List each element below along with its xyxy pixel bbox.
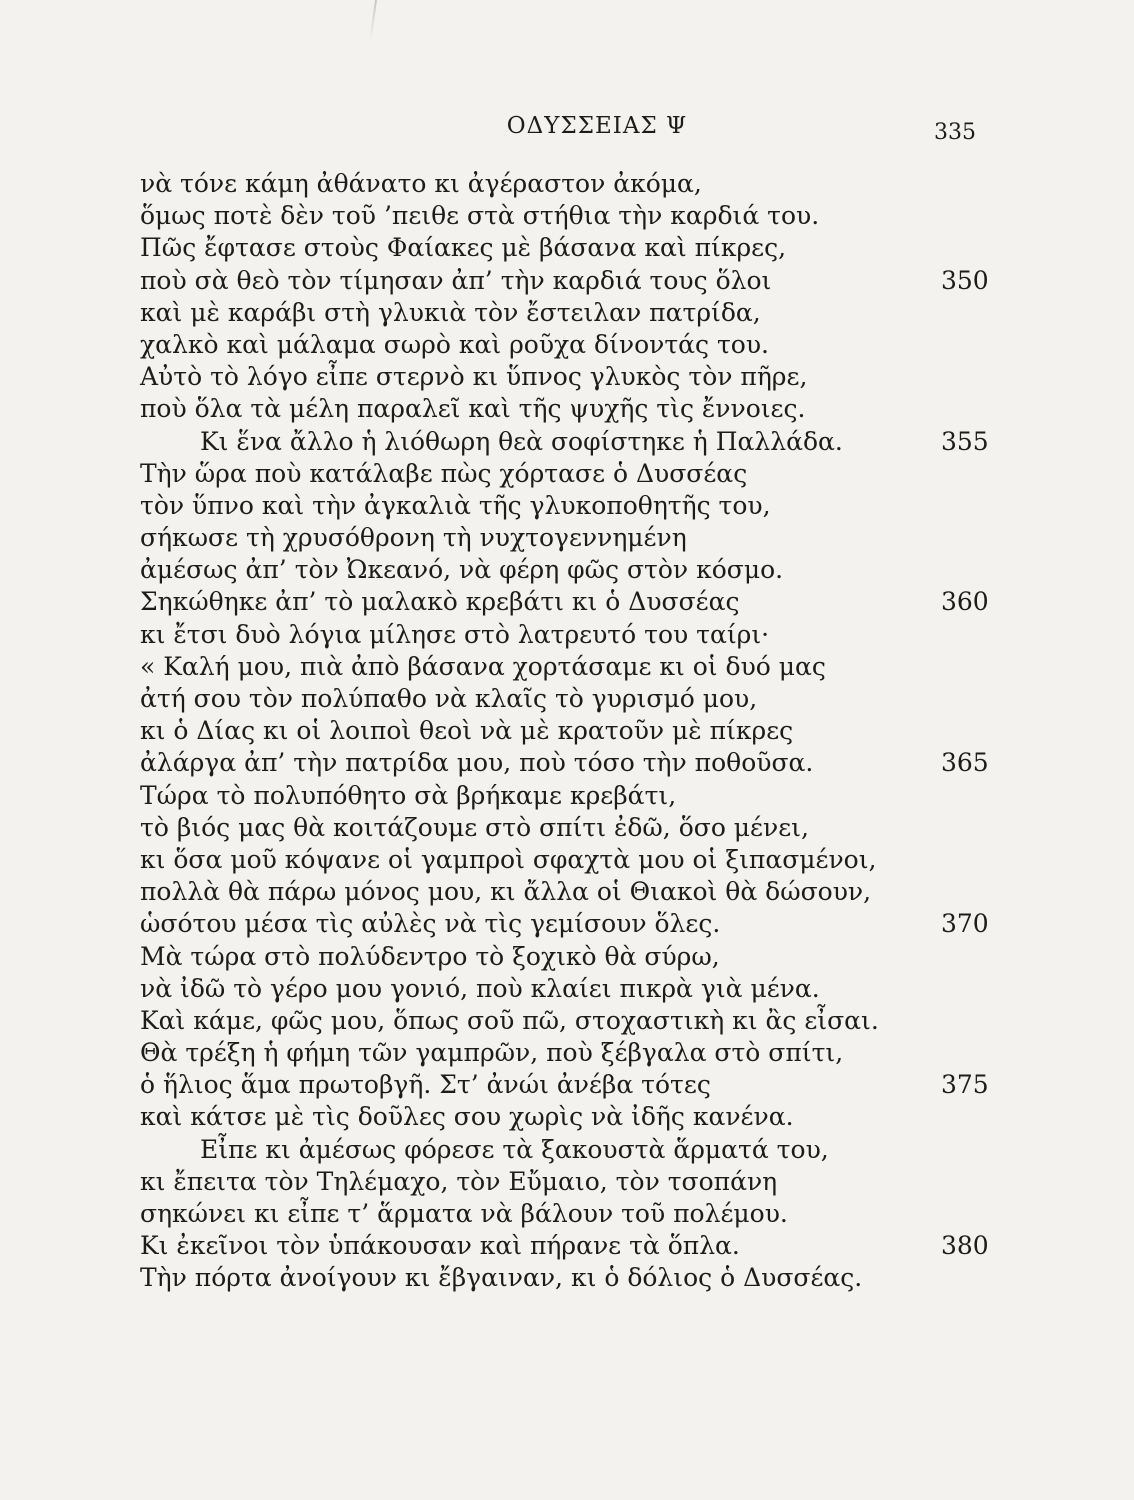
verse-text: χαλκὸ καὶ μάλαμα σωρὸ καὶ ροῦχα δίνοντάς του. [140,329,770,359]
verse-line [0,200,1134,232]
verse-text: « Καλή μου, πιὰ ἀπὸ βάσανα χορτάσαμε κι οἱ δυό μας [140,651,826,681]
verse-line [0,1101,1134,1133]
verse-line [0,1134,1134,1166]
verse-line [0,973,1134,1005]
verse-text: Θὰ τρέξη ἡ φήμη τῶν γαμπρῶν, ποὺ ξέβγαλα στὸ σπίτι, [140,1038,844,1068]
verse-text: Τὴν ὥρα ποὺ κατάλαβε πὼς χόρτασε ὁ Δυσσέας [140,458,748,488]
verse-text: Μὰ τώρα στὸ πολύδεντρο τὸ ξοχικὸ θὰ σύρω, [140,941,720,971]
verse-line [0,715,1134,747]
verse-block [0,168,1134,1295]
verse-line [0,586,1134,618]
verse-line [0,1198,1134,1230]
verse-line [0,458,1134,490]
verse-number: 370 [941,909,989,939]
verse-text: κι ἔτσι δυὸ λόγια μίλησε στὸ λατρευτό του ταίρι· [140,619,770,649]
verse-line [0,941,1134,973]
verse-text: Πῶς ἔφτασε στοὺς Φαίακες μὲ βάσανα καὶ πίκρες, [140,233,787,263]
verse-line [0,554,1134,586]
verse-number: 355 [941,426,989,456]
verse-line [0,844,1134,876]
verse-text: καὶ κάτσε μὲ τὶς δοῦλες σου χωρὶς νὰ ἰδῆς κανένα. [140,1102,794,1132]
verse-text: σηκώνει κι εἶπε τ’ ἅρματα νὰ βάλουν τοῦ πολέμου. [140,1199,788,1228]
verse-text: ὅμως ποτὲ δὲν τοῦ ’πειθε στὰ στήθια τὴν καρδιά του. [140,201,820,231]
verse-number: 350 [941,265,989,295]
page-number: 335 [934,120,976,145]
verse-text: ὡσότου μέσα τὶς αὐλὲς νὰ τὶς γεμίσουν ὅλες. [140,909,721,939]
verse-text: σήκωσε τὴ χρυσόθρονη τὴ νυχτογεννημένη [140,523,687,553]
verse-text: Εἶπε κι ἀμέσως φόρεσε τὰ ξακουστὰ ἅρματά του, [200,1134,829,1164]
verse-line [0,1005,1134,1037]
verse-text: τὸν ὕπνο καὶ τὴν ἀγκαλιὰ τῆς γλυκοποθητῆς του, [140,490,771,520]
verse-text: Τώρα τὸ πολυπόθητο σὰ βρήκαμε κρεβάτι, [140,780,677,810]
verse-text: ἀλάργα ἀπ’ τὴν πατρίδα μου, ποὺ τόσο τὴν ποθοῦσα. [140,748,814,778]
verse-number: 365 [941,748,989,778]
verse-text: Σηκώθηκε ἀπ’ τὸ μαλακὸ κρεβάτι κι ὁ Δυσσέας [140,587,740,617]
verse-line [0,265,1134,297]
verse-line [0,1069,1134,1101]
verse-number: 360 [941,587,989,617]
verse-line [0,1262,1134,1294]
paper-crease [369,0,377,42]
verse-line [0,232,1134,264]
verse-text: ὁ ἥλιος ἅμα πρωτοβγῆ. Στ’ ἀνώι ἀνέβα τότες [140,1070,711,1100]
verse-text: Αὐτὸ τὸ λόγο εἶπε στερνὸ κι ὕπνος γλυκὸς τὸν πῆρε, [140,362,808,392]
verse-text: νὰ ἰδῶ τὸ γέρο μου γονιό, ποὺ κλαίει πικρὰ γιὰ μένα. [140,973,820,1003]
verse-line [0,522,1134,554]
verse-line [0,393,1134,425]
verse-text: Κι ἕνα ἄλλο ἡ λιόθωρη θεὰ σοφίστηκε ἡ Παλλάδα. [200,426,843,456]
verse-line [0,168,1134,200]
running-header-title: ΟΔΥΣΣΕΙΑΣ Ψ [506,113,688,139]
verse-line [0,426,1134,458]
verse-text: νὰ τόνε κάμη ἀθάνατο κι ἀγέραστον ἀκόμα, [140,169,702,198]
verse-line [0,297,1134,329]
verse-line [0,812,1134,844]
verse-text: πολλὰ θὰ πάρω μόνος μου, κι ἄλλα οἱ Θιακοὶ θὰ δώσουν, [140,877,872,907]
verse-line [0,780,1134,812]
verse-line [0,747,1134,779]
verse-line [0,361,1134,393]
verse-text: κι ἔπειτα τὸν Τηλέμαχο, τὸν Εὔμαιο, τὸν τσοπάνη [140,1166,778,1196]
verse-text: ποὺ σὰ θεὸ τὸν τίμησαν ἀπ’ τὴν καρδιά τους ὅλοι [140,265,772,295]
verse-number: 375 [941,1070,989,1100]
verse-line [0,1037,1134,1069]
verse-text: Καὶ κάμε, φῶς μου, ὅπως σοῦ πῶ, στοχαστικὴ κι ἂς εἶσαι. [140,1005,879,1035]
verse-text: Τὴν πόρτα ἀνοίγουν κι ἔβγαιναν, κι ὁ δόλιος ὁ Δυσσέας. [140,1263,863,1293]
verse-line [0,1230,1134,1262]
verse-text: καὶ μὲ καράβι στὴ γλυκιὰ τὸν ἔστειλαν πατρίδα, [140,297,761,327]
verse-text: ἀμέσως ἀπ’ τὸν Ὠκεανό, νὰ φέρη φῶς στὸν κόσμο. [140,555,784,585]
verse-text: Κι ἐκεῖνοι τὸν ὑπάκουσαν καὶ πήρανε τὰ ὅπλα. [140,1231,740,1261]
verse-text: ἀτή σου τὸν πολύπαθο νὰ κλαῖς τὸ γυρισμό μου, [140,684,758,713]
verse-line [0,683,1134,715]
verse-line [0,908,1134,940]
verse-line [0,490,1134,522]
verse-text: κι ὅσα μοῦ κόψανε οἱ γαμπροὶ σφαχτὰ μου οἱ ξιπασμένοι, [140,844,877,874]
verse-line [0,876,1134,908]
verse-number: 380 [941,1231,989,1261]
verse-line [0,329,1134,361]
verse-text: κι ὁ Δίας κι οἱ λοιποὶ θεοὶ νὰ μὲ κρατοῦν μὲ πίκρες [140,716,794,746]
verse-text: τὸ βιός μας θὰ κοιτάζουμε στὸ σπίτι ἐδῶ, ὅσο μένει, [140,812,809,842]
verse-line [0,1166,1134,1198]
verse-line [0,651,1134,683]
verse-text: ποὺ ὅλα τὰ μέλη παραλεῖ καὶ τῆς ψυχῆς τὶς ἔννοιες. [140,394,806,424]
verse-line [0,619,1134,651]
